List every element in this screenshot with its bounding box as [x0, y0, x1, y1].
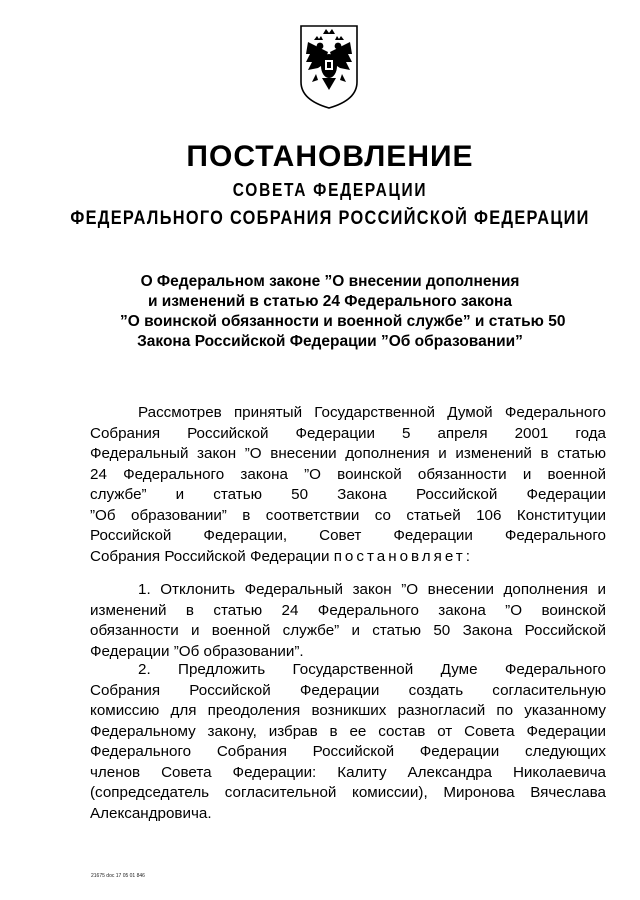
text-line: (сопредседатель согласительной комиссии), Миронова Вячеслава — [90, 784, 606, 801]
text-line: 2. Предложить Государственной Думе Федерального — [138, 661, 606, 678]
text-line — [90, 547, 606, 568]
text-line: ”Об образовании” в соответствии со статьей 106 Конституции — [90, 506, 606, 524]
text-line: обязанности и военной службе” и статью 50 Закона Российской — [90, 622, 606, 639]
text-fragment: Собрания Российской Федерации — [90, 547, 334, 565]
text-line: службе” и статью 50 Закона Российской Федерации — [90, 486, 606, 503]
subject-heading — [120, 272, 566, 352]
text-line: Федеральному закону, избрав в ее состав от Совета Федерации — [90, 722, 606, 740]
issuer-line-2: ФЕДЕРАЛЬНОГО СОБРАНИЯ РОССИЙСКОЙ ФЕДЕРАЦИИ — [70, 208, 590, 229]
resolves-word: постановляет: — [333, 547, 473, 565]
text-line: Рассмотрев принятый Государственной Думой Федерального — [138, 404, 606, 421]
text-line: изменений в статью 24 Федерального закона ”О воинской — [90, 601, 606, 619]
subject-line: и изменений в статью 24 Федерального закона — [147, 293, 513, 310]
text-line: Федерального Собрания Российской Федерации следующих — [90, 743, 606, 760]
text-line: комиссию для преодоления возникших разногласий по указанному — [90, 702, 606, 719]
text-line: 1. Отклонить Федеральный закон ”О внесении дополнения и — [138, 581, 606, 598]
subject-line: О Федеральном законе ”О внесении дополнения — [140, 273, 520, 290]
text-line: Российской Федерации, Совет Федерации Федерального — [90, 527, 606, 544]
document-code: 21675 doc 17 05 01 846 — [91, 873, 145, 879]
text-line: Собрания Российской Федерации создать согласительную — [90, 681, 606, 699]
subject-line: Закона Российской Федерации ”Об образовании” — [137, 333, 523, 350]
russian-coat-of-arms-icon — [298, 24, 360, 110]
text-line: Федерации ”Об образовании”. — [90, 642, 304, 660]
text-line: 24 Федерального закона ”О воинской обязанности и военной — [90, 465, 606, 483]
text-line: Александровича. — [90, 804, 212, 822]
subject-line: ”О воинской обязанности и военной службе” и статью 50 — [120, 313, 566, 330]
preamble-paragraph — [90, 403, 606, 567]
clause-2 — [90, 660, 606, 824]
issuer-line-1: СОВЕТА ФЕДЕРАЦИИ — [232, 180, 428, 200]
emblem — [298, 24, 360, 110]
document-title: ПОСТАНОВЛЕНИЕ — [186, 140, 474, 173]
text-line: Собрания Российской Федерации 5 апреля 2001 года — [90, 424, 606, 442]
text-line: членов Совета Федерации: Калиту Александра Николаевича — [90, 763, 606, 781]
clause-1 — [90, 580, 606, 662]
text-line: Федеральный закон ”О внесении дополнения и изменений в статью — [90, 445, 606, 462]
